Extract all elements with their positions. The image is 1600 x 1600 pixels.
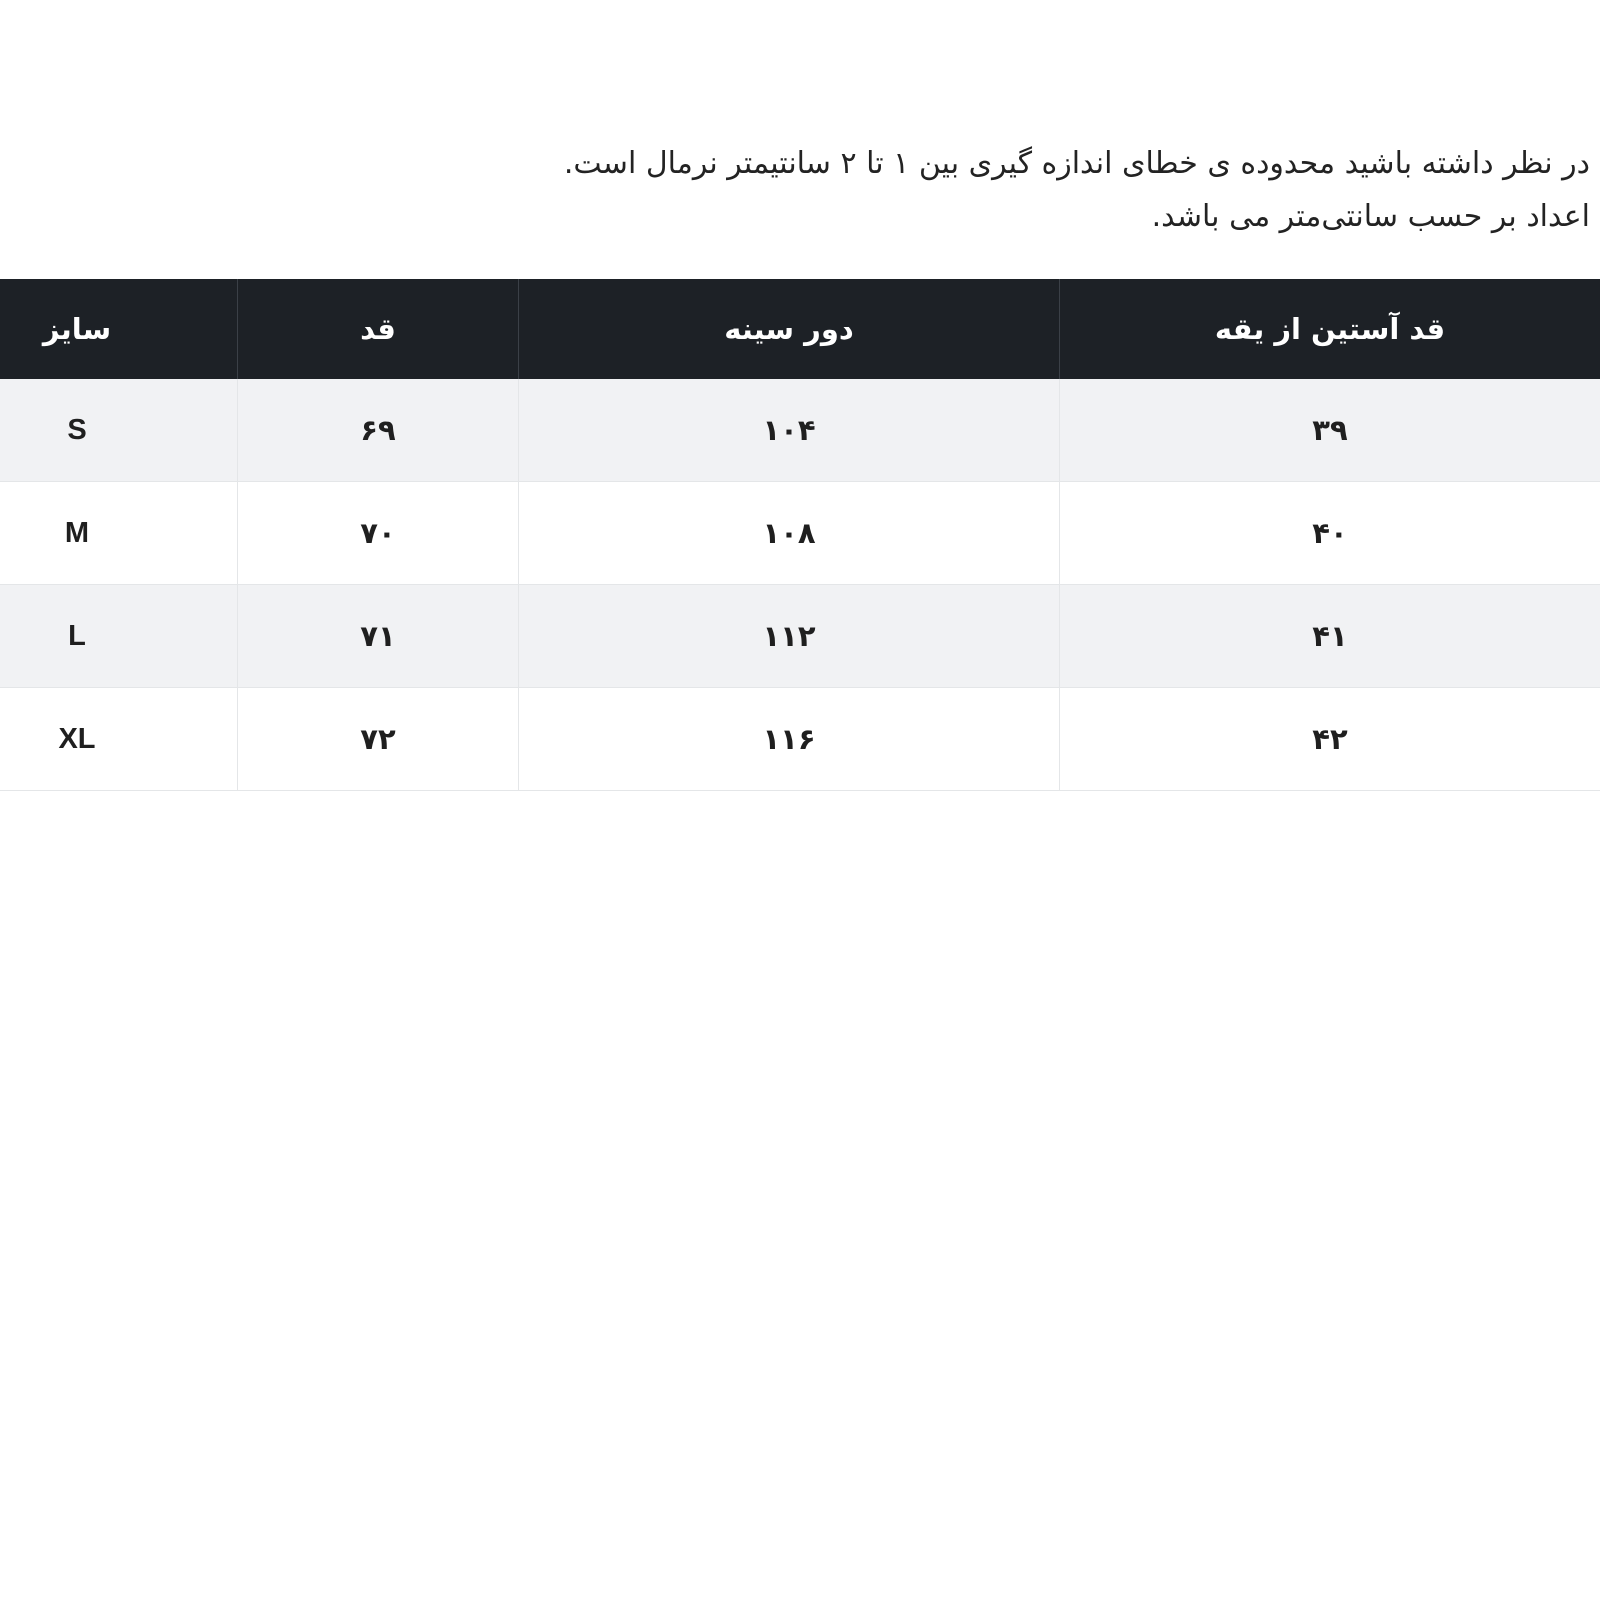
- table-row: [0, 482, 1600, 585]
- size-table: [0, 279, 1600, 791]
- header-size: سایز: [0, 279, 238, 379]
- note-measurement-tolerance: در نظر داشته باشید محدوده ی خطای اندازه گیری بین ۱ تا ۲ سانتیمتر نرمال است.: [563, 146, 1590, 181]
- header-chest: دور سینه: [519, 279, 1060, 379]
- table-row: [0, 379, 1600, 482]
- cell-chest: ۱۰۴: [519, 379, 1060, 482]
- cell-length: ۷۲: [238, 688, 519, 791]
- cell-size: L: [0, 585, 238, 688]
- cell-length: ۷۱: [238, 585, 519, 688]
- table-row: [0, 688, 1600, 791]
- notes-block: [0, 0, 1600, 241]
- cell-sleeve: ۴۱: [1060, 585, 1600, 688]
- size-table-container: [0, 279, 1600, 791]
- cell-chest: ۱۱۲: [519, 585, 1060, 688]
- cell-sleeve: ۴۰: [1060, 482, 1600, 585]
- size-table-body: [0, 379, 1600, 791]
- cell-size: XL: [0, 688, 238, 791]
- cell-chest: ۱۱۶: [519, 688, 1060, 791]
- cell-size: M: [0, 482, 238, 585]
- table-row: [0, 585, 1600, 688]
- cell-length: ۷۰: [238, 482, 519, 585]
- size-table-head: [0, 279, 1600, 379]
- cell-sleeve: ۴۲: [1060, 688, 1600, 791]
- cell-sleeve: ۳۹: [1060, 379, 1600, 482]
- table-header-row: [0, 279, 1600, 379]
- note-unit-centimeter: اعداد بر حسب سانتی‌متر می باشد.: [1151, 198, 1590, 234]
- cell-length: ۶۹: [238, 379, 519, 482]
- header-sleeve-length: قد آستین از یقه: [1060, 279, 1600, 379]
- cell-chest: ۱۰۸: [519, 482, 1060, 585]
- header-length: قد: [238, 279, 519, 379]
- cell-size: S: [0, 379, 238, 482]
